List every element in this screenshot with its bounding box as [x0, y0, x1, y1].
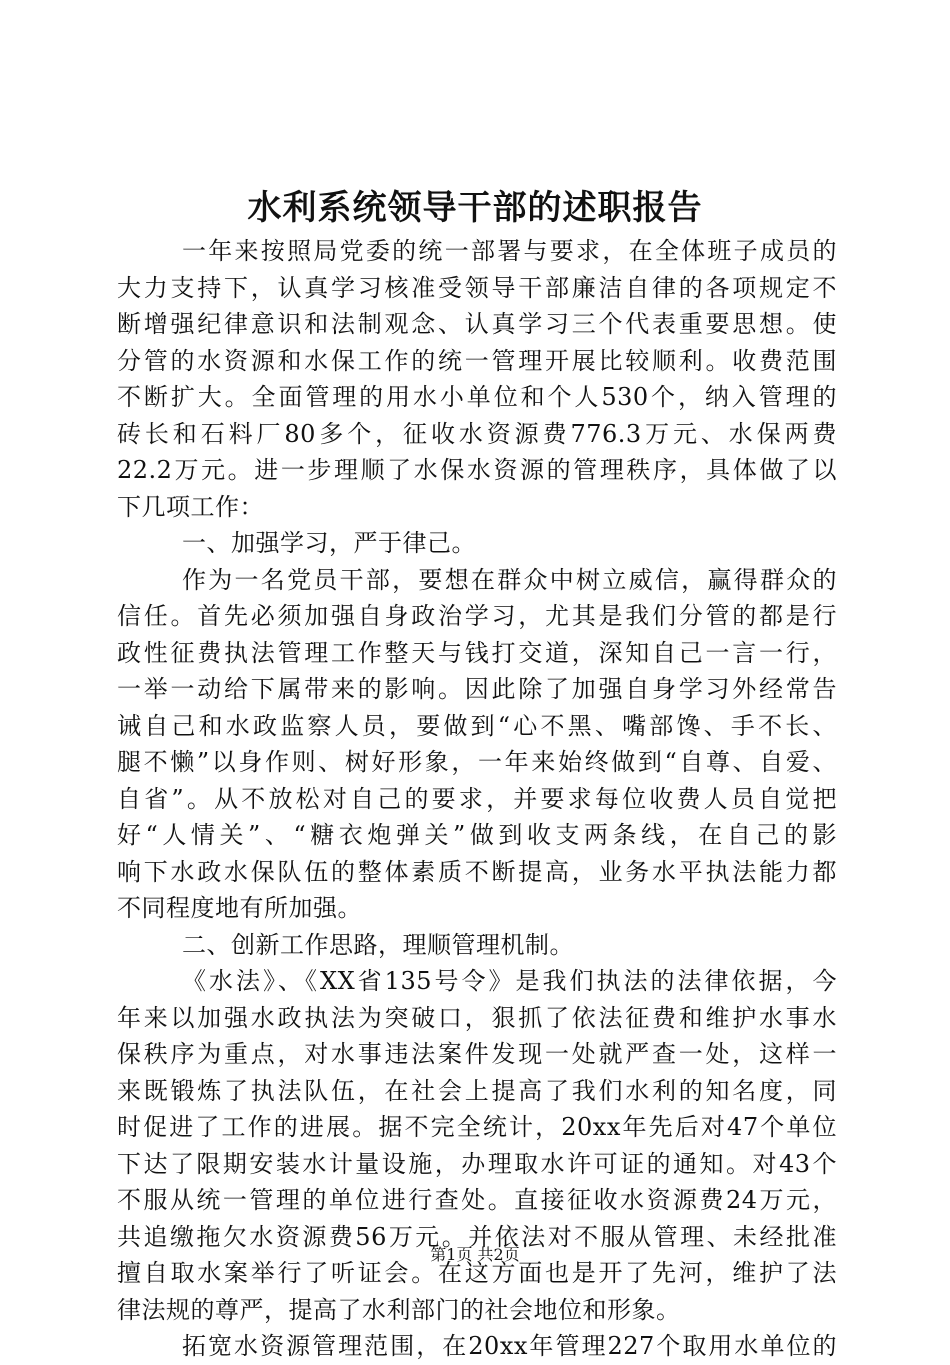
text-line: 腿不懒”以身作则、树好形象，一年来始终做到“自尊、自爱、 [117, 748, 837, 776]
document-body [117, 233, 837, 1365]
text-line: 《水法》、《XX省135号令》是我们执法的法律依据，今 [182, 967, 837, 995]
text-line: 一举一动给下属带来的影响。因此除了加强自身学习外经常告 [117, 675, 837, 703]
text-line: 拓宽水资源管理范围，在20xx年管理227个取用水单位的 [182, 1332, 837, 1360]
text-line: 分管的水资源和水保工作的统一管理开展比较顺利。收费范围 [117, 346, 837, 375]
text-line: 作为一名党员干部，要想在群众中树立威信，赢得群众的 [182, 565, 837, 594]
document-title: 水利系统领导干部的述职报告 [247, 188, 703, 228]
text-line: 时促进了工作的进展。据不完全统计，20xx年先后对47个单位 [117, 1113, 837, 1141]
text-line: 自省”。从不放松对自己的要求，并要求每位收费人员自觉把 [117, 784, 837, 813]
text-line: 22.2万元。进一步理顺了水保水资源的管理秩序，具体做了以 [117, 456, 837, 484]
text-line: 大力支持下，认真学习核准受领导干部廉洁自律的各项规定不 [117, 273, 837, 302]
text-line: 响下水政水保队伍的整体素质不断提高，业务水平执法能力都 [117, 857, 837, 886]
text-line: 一、加强学习，严于律己。 [182, 529, 476, 557]
page-footer: 第1页 共2页 [430, 1245, 520, 1264]
text-line: 政性征费执法管理工作整天与钱打交道，深知自己一言一行， [117, 638, 837, 667]
text-line: 不同程度地有所加强。 [117, 894, 362, 922]
text-line: 保秩序为重点，对水事违法案件发现一处就严查一处，这样一 [117, 1040, 837, 1068]
text-line: 诫自己和水政监察人员，要做到“心不黑、嘴部馋、手不长、 [117, 711, 837, 740]
text-line: 律法规的尊严，提高了水利部门的社会地位和形象。 [117, 1295, 681, 1324]
text-line: 不断扩大。全面管理的用水小单位和个人530个，纳入管理的 [117, 383, 837, 411]
text-line: 不服从统一管理的单位进行查处。直接征收水资源费24万元， [117, 1186, 837, 1214]
text-line: 下达了限期安装水计量设施，办理取水许可证的通知。对43个 [117, 1149, 837, 1178]
text-line: 好“人情关”、“糖衣炮弹关”做到收支两条线，在自己的影 [117, 821, 837, 849]
text-line: 二、创新工作思路，理顺管理机制。 [182, 930, 574, 959]
text-line: 来既锻炼了执法队伍，在社会上提高了我们水利的知名度，同 [117, 1076, 837, 1105]
text-line: 共追缴拖欠水资源费56万元。并依法对不服从管理、未经批准 [117, 1222, 837, 1251]
text-line: 信任。首先必须加强自身政治学习，尤其是我们分管的都是行 [117, 602, 837, 630]
text-line: 一年来按照局党委的统一部署与要求，在全体班子成员的 [182, 237, 837, 265]
text-line: 断增强纪律意识和法制观念、认真学习三个代表重要思想。使 [117, 310, 837, 338]
text-line: 擅自取水案举行了听证会。在这方面也是开了先河，维护了法 [117, 1259, 837, 1287]
text-line: 砖长和石料厂80多个，征收水资源费776.3万元、水保两费 [117, 419, 837, 448]
text-line: 年来以加强水政执法为突破口，狠抓了依法征费和维护水事水 [117, 1003, 837, 1032]
text-line: 下几项工作： [117, 492, 264, 521]
